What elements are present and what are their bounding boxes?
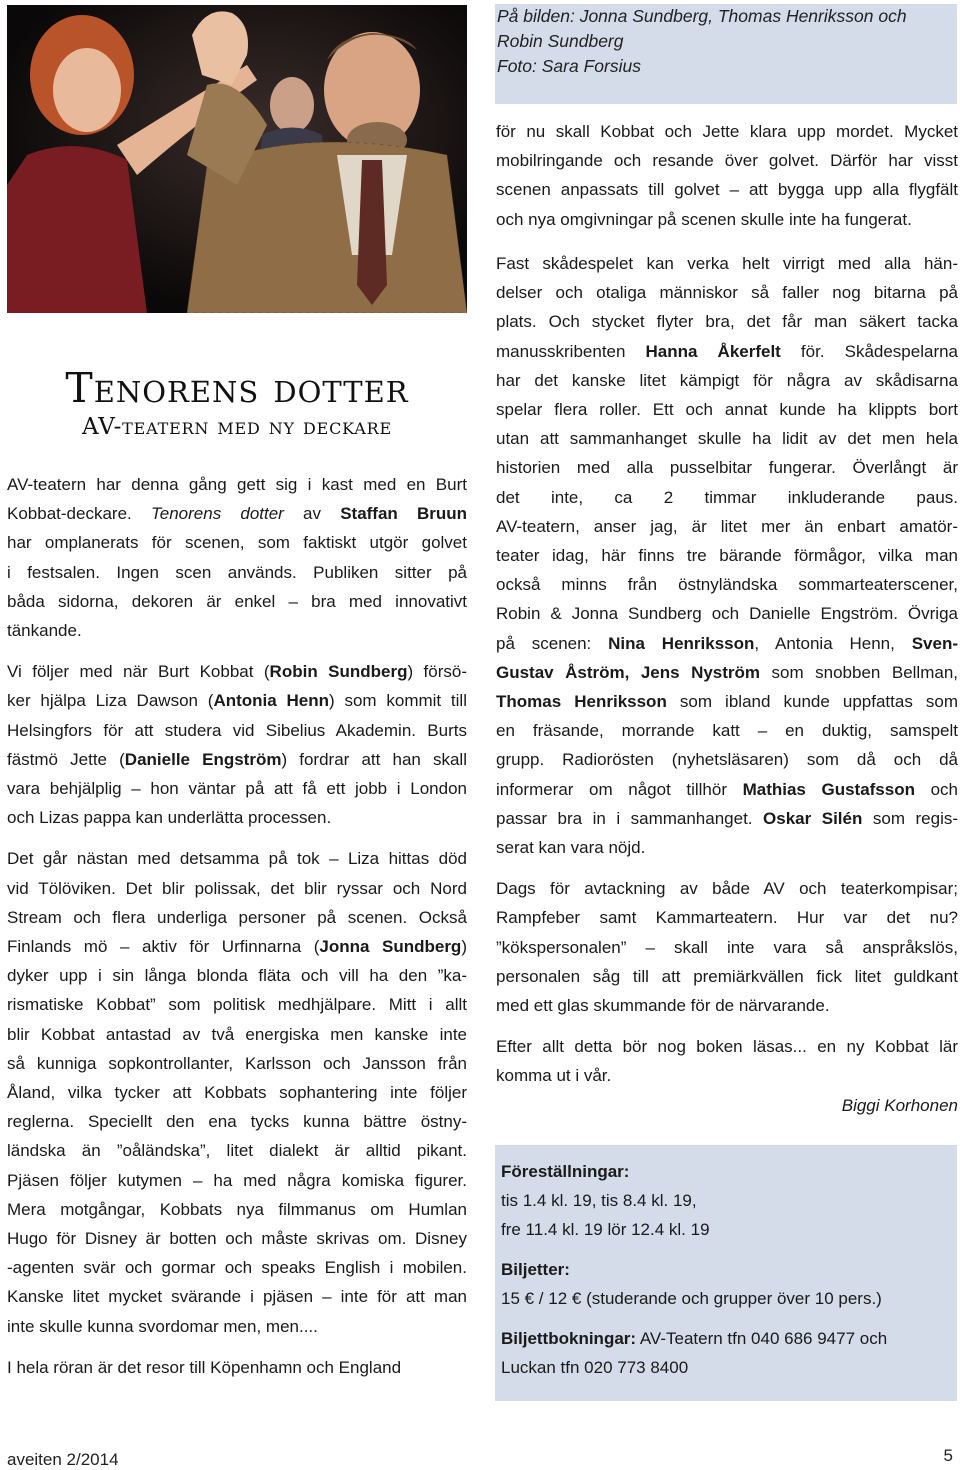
text-line: AV-teatern, anser jag, är litet mer än enbart amatör- <box>496 516 958 536</box>
text-line: Vi följer med när Burt Kobbat (Robin Sundberg) försö- <box>7 662 467 682</box>
article-title: Tenorens dotter <box>65 364 409 412</box>
caption-line: På bilden: Jonna Sundberg, Thomas Henriksson och <box>497 6 907 26</box>
tickets-block <box>501 1255 957 1313</box>
text-line: Rampfeber samt Kammarteatern. Hur var det nu? <box>496 908 958 928</box>
text-line: inte skulle kunna svordomar men, men.... <box>7 1316 318 1336</box>
paragraph <box>496 117 958 234</box>
text-line: Mera motgångar, Kobbats nya filmmanus om Humlan <box>7 1199 467 1219</box>
tickets-header: Biljetter: <box>501 1260 570 1279</box>
text-line: mobilringande och resande över golvet. Därför har visst <box>496 151 958 171</box>
text-line: scenen anpassats till golvet – att bygga upp alla flygfält <box>496 180 958 200</box>
article-subtitle: AV-teatern med ny deckare <box>82 414 392 440</box>
booking-block <box>501 1324 957 1382</box>
text-line: med ett glas skummande för de närvarande. <box>496 996 830 1016</box>
shows-line: tis 1.4 kl. 19, tis 8.4 kl. 19, <box>501 1191 697 1210</box>
right-column-top <box>496 117 958 246</box>
paragraph <box>496 249 958 862</box>
text-line: ländska än ”oåländska”, litet dialekt är alltid pikant. <box>7 1141 467 1161</box>
text-line: båda sidorna, dekoren är enkel – bra med innovativt <box>7 591 467 611</box>
text-line: Helsingfors för att studera vid Sibelius Akademin. Burts <box>7 720 467 740</box>
text-line: reglerna. Speciellt den ena tycks kunna bättre östny- <box>7 1112 467 1132</box>
paragraph <box>496 1032 958 1090</box>
text-line: en fräsande, morrande katt – en duktig, samspelt <box>496 721 958 741</box>
text-line: så kunniga sopkontrollanter, Karlsson och Jansson från <box>7 1053 467 1073</box>
text-line: blir Kobbat antastad av två energiska men kanske inte <box>7 1024 467 1044</box>
paragraph <box>7 657 467 832</box>
shows-block <box>501 1157 957 1244</box>
text-line: Finlands mö – aktiv för Urfinnarna (Jonna Sundberg) <box>7 937 467 957</box>
page-number: 5 <box>943 1446 953 1465</box>
text-line: Åland, vilka tycker att Kobbats sophantering inte följer <box>7 1083 467 1103</box>
article-header <box>7 366 467 442</box>
paragraph <box>7 470 467 645</box>
text-line: Hugo för Disney är botten och måste skrivas om. Disney <box>7 1229 467 1249</box>
photo-caption <box>495 4 957 104</box>
paragraph <box>7 844 467 1340</box>
text-line: personalen såg till att premiärkvällen fick litet guldkant <box>496 966 958 986</box>
booking-line: Luckan tfn 020 773 8400 <box>501 1358 689 1377</box>
text-line: för nu skall Kobbat och Jette klara upp mordet. Mycket <box>496 122 958 141</box>
left-column <box>7 470 467 1394</box>
text-line: vid Tölöviken. Det blir polissak, det blir ryssar och Nord <box>7 878 467 898</box>
paragraph <box>496 874 958 1020</box>
shows-header: Föreställningar: <box>501 1162 630 1181</box>
text-line: Thomas Henriksson som ibland kunde uppfattas som <box>496 692 958 712</box>
text-line: Kobbat-deckare. Tenorens dotter av Staffan Bruun <box>7 504 468 524</box>
booking-line: AV-Teatern tfn 040 686 9477 och <box>636 1329 888 1348</box>
booking-header: Biljettbokningar: <box>501 1329 637 1348</box>
text-line: manusskribenten Hanna Åkerfelt för. Skådespelarna <box>496 341 959 361</box>
author-signature: Biggi Korhonen <box>841 1095 958 1115</box>
text-line: Dags för avtackning av både AV och teaterkompisar; <box>496 879 958 899</box>
text-line: rismatiske Kobbat” som politisk medhjälpare. Mitt i allt <box>7 995 467 1015</box>
caption-line: Robin Sundberg <box>497 31 624 51</box>
text-line: har omplanerats för scenen, som faktiskt utgör golvet <box>7 533 467 553</box>
text-line: Fast skådespelet kan verka helt virrigt med alla hän- <box>496 254 958 273</box>
info-box <box>495 1145 957 1401</box>
text-line: ”kökspersonalen” – skall inte vara så anspråkslös, <box>496 937 958 957</box>
text-line: dyker upp i sin långa blonda fläta och vill ha den ”ka- <box>7 966 467 986</box>
text-line: -agenten svär och gormar och speaks English i mobilen. <box>7 1258 467 1278</box>
text-line: ker hjälpa Liza Dawson (Antonia Henn) som kommit till <box>7 691 467 711</box>
text-line: Pjäsen följer kutymen – ha med några komiska figurer. <box>7 1170 467 1190</box>
text-line: Gustav Åström, Jens Nyström som snobben Bellman, <box>496 662 958 682</box>
text-line: passar bra in i sammanhanget. Oskar Silén som regis- <box>496 808 959 828</box>
paragraph <box>7 1353 467 1382</box>
text-line: tänkande. <box>7 621 82 641</box>
text-line: på scenen: Nina Henriksson, Antonia Henn, Sven- <box>496 633 958 653</box>
text-line: delser och otaliga människor så faller nog bitarna på <box>496 283 958 303</box>
text-line: serat kan vara nöjd. <box>496 838 646 858</box>
text-line: och Lizas pappa kan underlätta processen. <box>7 808 332 828</box>
caption-credit: Foto: Sara Forsius <box>497 56 641 76</box>
text-line: Robin & Jonna Sundberg och Danielle Engström. Övriga <box>496 604 958 624</box>
text-line: spelar flera roller. Ett och annat kunde ha klippts bort <box>496 400 958 420</box>
text-line: har det kanske litet kämpigt för några av skådisarna <box>496 370 958 390</box>
text-line: utan att sammanhanget skulle ha lidit av det men hela <box>496 429 958 449</box>
text-line: I hela röran är det resor till Köpenhamn och England <box>7 1357 402 1377</box>
theatre-photo-image <box>7 5 467 313</box>
text-line: AV-teatern har denna gång gett sig i kast med en Burt <box>7 475 467 494</box>
text-line: och nya omgivningar på scenen skulle inte ha fungerat. <box>496 209 912 229</box>
tickets-line: 15 € / 12 € (studerande och grupper över 10 pers.) <box>501 1289 882 1308</box>
text-line: vara behjälplig – hon väntar på att få ett jobb i London <box>7 779 467 799</box>
text-line: Stream och flera underliga personer på scenen. Också <box>7 907 467 927</box>
text-line: det inte, ca 2 timmar inkluderande paus. <box>496 487 958 507</box>
text-line: fästmö Jette (Danielle Engström) fordrar att han skall <box>7 749 467 769</box>
text-line: i festsalen. Ingen scen används. Publiken sitter på <box>7 562 467 582</box>
footer-publication: aveiten 2/2014 <box>7 1450 119 1469</box>
text-line: teater idag, här finns tre bärande förmågor, vilka man <box>496 546 958 566</box>
text-line: grupp. Radiorösten (nyhetsläsaren) som då och då <box>496 750 958 770</box>
text-line: Det går nästan med detsamma på tok – Liza hittas död <box>7 849 467 869</box>
text-line: informerar om något tillhör Mathias Gustafsson och <box>496 779 958 799</box>
text-line: också minns från östnyländska sommarteaterscener, <box>496 575 958 595</box>
shows-line: fre 11.4 kl. 19 lör 12.4 kl. 19 <box>501 1220 710 1239</box>
text-line: komma ut i vår. <box>496 1066 612 1086</box>
text-line: historien med alla pusselbitar fungerar. Överlångt är <box>496 458 958 478</box>
right-column <box>496 249 958 1120</box>
article-photo <box>7 5 467 313</box>
text-line: Efter allt detta bör nog boken läsas... en ny Kobbat lär <box>496 1037 958 1057</box>
text-line: Kanske litet mycket svärande i pjäsen – inte för att man <box>7 1287 467 1307</box>
text-line: plats. Och stycket flyter bra, det får man säkert tacka <box>496 312 958 332</box>
